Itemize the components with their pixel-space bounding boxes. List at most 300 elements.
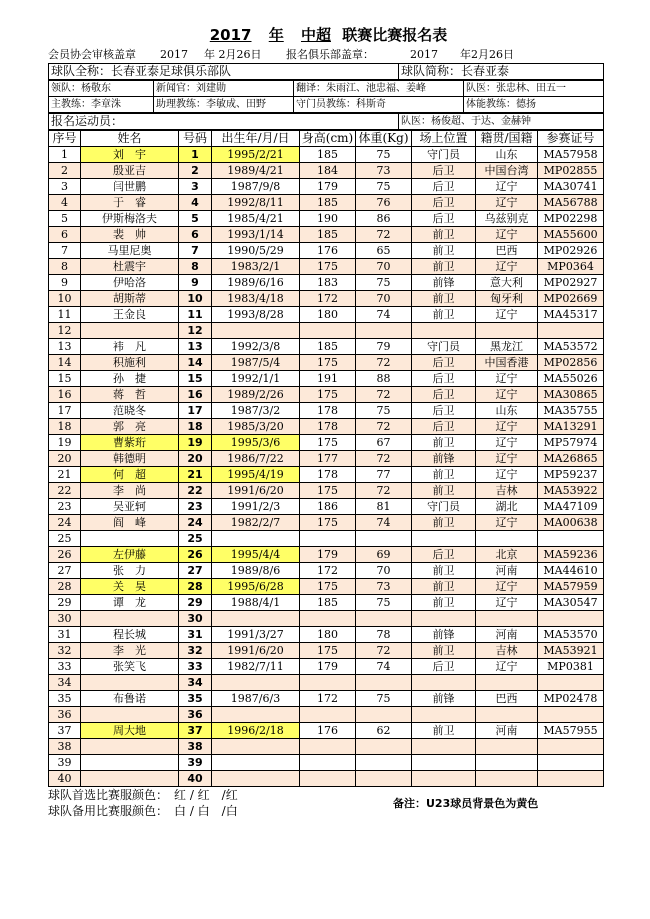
table-row bbox=[49, 483, 604, 499]
origin: 河南 bbox=[476, 723, 538, 739]
player-name bbox=[81, 323, 179, 339]
row-seq: 1 bbox=[49, 147, 81, 163]
row-seq: 37 bbox=[49, 723, 81, 739]
shirt-number: 21 bbox=[179, 467, 212, 483]
row-seq: 35 bbox=[49, 691, 81, 707]
origin: 辽宁 bbox=[476, 451, 538, 467]
weight bbox=[356, 707, 412, 723]
weight: 74 bbox=[356, 515, 412, 531]
table-row bbox=[49, 755, 604, 771]
position: 前卫 bbox=[412, 259, 476, 275]
origin: 乌兹别克 bbox=[476, 211, 538, 227]
shirt-number: 14 bbox=[179, 355, 212, 371]
table-row bbox=[49, 451, 604, 467]
table-row bbox=[49, 739, 604, 755]
row-seq: 18 bbox=[49, 419, 81, 435]
position: 后卫 bbox=[412, 387, 476, 403]
height bbox=[300, 323, 356, 339]
origin: 北京 bbox=[476, 547, 538, 563]
weight: 72 bbox=[356, 355, 412, 371]
shirt-number: 26 bbox=[179, 547, 212, 563]
height: 178 bbox=[300, 467, 356, 483]
weight: 62 bbox=[356, 723, 412, 739]
player-name: 阎 峰 bbox=[81, 515, 179, 531]
row-seq: 32 bbox=[49, 643, 81, 659]
origin bbox=[476, 323, 538, 339]
row-seq: 24 bbox=[49, 515, 81, 531]
position bbox=[412, 707, 476, 723]
position: 前卫 bbox=[412, 227, 476, 243]
player-name: 孙 捷 bbox=[81, 371, 179, 387]
birth-date: 1990/5/29 bbox=[212, 243, 300, 259]
position: 前卫 bbox=[412, 579, 476, 595]
table-row bbox=[49, 707, 604, 723]
position bbox=[412, 755, 476, 771]
birth-date: 1993/1/14 bbox=[212, 227, 300, 243]
birth-date: 1988/4/1 bbox=[212, 595, 300, 611]
shirt-number: 33 bbox=[179, 659, 212, 675]
athletes-staff: 队医：杨俊超、于达、金赫钟 bbox=[399, 114, 604, 130]
certificate-no: MP57974 bbox=[538, 435, 604, 451]
table-row bbox=[49, 771, 604, 787]
birth-date: 1995/2/21 bbox=[212, 147, 300, 163]
position: 前锋 bbox=[412, 691, 476, 707]
shirt-number: 20 bbox=[179, 451, 212, 467]
origin bbox=[476, 771, 538, 787]
shirt-number: 1 bbox=[179, 147, 212, 163]
height: 175 bbox=[300, 579, 356, 595]
position bbox=[412, 739, 476, 755]
table-row bbox=[49, 515, 604, 531]
origin bbox=[476, 755, 538, 771]
shirt-number: 28 bbox=[179, 579, 212, 595]
height: 172 bbox=[300, 291, 356, 307]
height: 190 bbox=[300, 211, 356, 227]
position: 后卫 bbox=[412, 403, 476, 419]
certificate-no bbox=[538, 611, 604, 627]
certificate-no: MA45317 bbox=[538, 307, 604, 323]
certificate-no: MA57958 bbox=[538, 147, 604, 163]
title-year: 2017 bbox=[209, 26, 252, 44]
player-name: 张 力 bbox=[81, 563, 179, 579]
height: 175 bbox=[300, 355, 356, 371]
height: 180 bbox=[300, 627, 356, 643]
weight: 74 bbox=[356, 307, 412, 323]
table-row bbox=[49, 195, 604, 211]
birth-date bbox=[212, 707, 300, 723]
page-title bbox=[48, 24, 603, 46]
origin bbox=[476, 611, 538, 627]
birth-date bbox=[212, 611, 300, 627]
origin: 巴西 bbox=[476, 243, 538, 259]
player-name: 王金良 bbox=[81, 307, 179, 323]
row-seq: 26 bbox=[49, 547, 81, 563]
certificate-no: MA47109 bbox=[538, 499, 604, 515]
player-name: 刘 宇 bbox=[81, 147, 179, 163]
birth-date: 1995/3/6 bbox=[212, 435, 300, 451]
certificate-no: MP02855 bbox=[538, 163, 604, 179]
shirt-number: 34 bbox=[179, 675, 212, 691]
origin: 吉林 bbox=[476, 483, 538, 499]
table-row bbox=[49, 211, 604, 227]
table-row bbox=[49, 307, 604, 323]
table-row bbox=[49, 227, 604, 243]
birth-date: 1987/6/3 bbox=[212, 691, 300, 707]
table-row bbox=[49, 723, 604, 739]
alternate-kit-colors: 球队备用比赛服颜色： 白 / 白 /白 bbox=[48, 804, 238, 818]
position: 后卫 bbox=[412, 355, 476, 371]
shirt-number: 40 bbox=[179, 771, 212, 787]
press-officer: 新闻官：刘建勋 bbox=[154, 81, 294, 97]
player-name: 曹紫珩 bbox=[81, 435, 179, 451]
player-name: 伊斯梅洛夫 bbox=[81, 211, 179, 227]
height: 185 bbox=[300, 595, 356, 611]
origin bbox=[476, 675, 538, 691]
officials-table-1 bbox=[48, 80, 604, 113]
shirt-number: 36 bbox=[179, 707, 212, 723]
height bbox=[300, 531, 356, 547]
height: 176 bbox=[300, 723, 356, 739]
weight: 72 bbox=[356, 483, 412, 499]
birth-date: 1985/3/20 bbox=[212, 419, 300, 435]
certificate-no: MA44610 bbox=[538, 563, 604, 579]
birth-date: 1987/9/8 bbox=[212, 179, 300, 195]
row-seq: 28 bbox=[49, 579, 81, 595]
player-name: 谭 龙 bbox=[81, 595, 179, 611]
height: 175 bbox=[300, 483, 356, 499]
birth-date: 1989/2/26 bbox=[212, 387, 300, 403]
height: 180 bbox=[300, 307, 356, 323]
position: 前卫 bbox=[412, 643, 476, 659]
row-seq: 30 bbox=[49, 611, 81, 627]
height: 178 bbox=[300, 403, 356, 419]
shirt-number: 23 bbox=[179, 499, 212, 515]
players-header-row bbox=[49, 131, 604, 147]
birth-date: 1986/7/22 bbox=[212, 451, 300, 467]
association-seal-date: 年 2月26日 bbox=[204, 48, 262, 61]
certificate-no bbox=[538, 323, 604, 339]
player-name bbox=[81, 755, 179, 771]
player-name: 李 光 bbox=[81, 643, 179, 659]
height: 172 bbox=[300, 691, 356, 707]
birth-date: 1992/8/11 bbox=[212, 195, 300, 211]
weight bbox=[356, 771, 412, 787]
player-name: 周大地 bbox=[81, 723, 179, 739]
origin: 辽宁 bbox=[476, 195, 538, 211]
player-name: 马里尼奥 bbox=[81, 243, 179, 259]
height: 185 bbox=[300, 339, 356, 355]
shirt-number: 2 bbox=[179, 163, 212, 179]
player-name bbox=[81, 531, 179, 547]
row-seq: 5 bbox=[49, 211, 81, 227]
table-row bbox=[49, 499, 604, 515]
height: 175 bbox=[300, 259, 356, 275]
certificate-no: MP02856 bbox=[538, 355, 604, 371]
weight bbox=[356, 611, 412, 627]
table-row bbox=[49, 435, 604, 451]
birth-date: 1995/6/28 bbox=[212, 579, 300, 595]
player-name bbox=[81, 675, 179, 691]
position: 前卫 bbox=[412, 483, 476, 499]
certificate-no: MP02927 bbox=[538, 275, 604, 291]
weight: 72 bbox=[356, 387, 412, 403]
head-coach: 主教练：李章洙 bbox=[49, 97, 154, 113]
title-rest: 联赛比赛报名表 bbox=[342, 26, 448, 44]
origin: 辽宁 bbox=[476, 467, 538, 483]
birth-date: 1989/8/6 bbox=[212, 563, 300, 579]
origin: 辽宁 bbox=[476, 659, 538, 675]
column-header: 场上位置 bbox=[412, 131, 476, 147]
origin bbox=[476, 707, 538, 723]
column-header: 身高(cm) bbox=[300, 131, 356, 147]
position: 前卫 bbox=[412, 563, 476, 579]
table-row bbox=[49, 611, 604, 627]
height: 183 bbox=[300, 275, 356, 291]
certificate-no: MP02478 bbox=[538, 691, 604, 707]
height: 184 bbox=[300, 163, 356, 179]
weight: 75 bbox=[356, 275, 412, 291]
row-seq: 8 bbox=[49, 259, 81, 275]
column-header: 参赛证号 bbox=[538, 131, 604, 147]
row-seq: 4 bbox=[49, 195, 81, 211]
column-header: 号码 bbox=[179, 131, 212, 147]
player-name: 裴 帅 bbox=[81, 227, 179, 243]
row-seq: 17 bbox=[49, 403, 81, 419]
team-doctors: 队医：张忠林、田五一 bbox=[464, 81, 604, 97]
origin: 辽宁 bbox=[476, 371, 538, 387]
assistant-coaches: 助理教练：李敏成、田野 bbox=[154, 97, 294, 113]
shirt-number: 22 bbox=[179, 483, 212, 499]
shirt-number: 35 bbox=[179, 691, 212, 707]
primary-kit-colors: 球队首选比赛服颜色： 红 / 红 /红 bbox=[48, 788, 238, 802]
player-name: 殷亚吉 bbox=[81, 163, 179, 179]
birth-date: 1996/2/18 bbox=[212, 723, 300, 739]
position: 守门员 bbox=[412, 339, 476, 355]
certificate-no: MA55600 bbox=[538, 227, 604, 243]
weight: 73 bbox=[356, 163, 412, 179]
position: 守门员 bbox=[412, 147, 476, 163]
team-short-name: 球队简称：长春亚泰 bbox=[399, 64, 604, 80]
table-row bbox=[49, 275, 604, 291]
certificate-no: MA57959 bbox=[538, 579, 604, 595]
shirt-number: 8 bbox=[179, 259, 212, 275]
certificate-no: MA59236 bbox=[538, 547, 604, 563]
table-row bbox=[49, 403, 604, 419]
table-row bbox=[49, 467, 604, 483]
certificate-no: MP02669 bbox=[538, 291, 604, 307]
weight bbox=[356, 531, 412, 547]
origin: 辽宁 bbox=[476, 227, 538, 243]
weight bbox=[356, 739, 412, 755]
position bbox=[412, 611, 476, 627]
row-seq: 39 bbox=[49, 755, 81, 771]
player-name bbox=[81, 611, 179, 627]
column-header: 籍贯/国籍 bbox=[476, 131, 538, 147]
seal-line bbox=[48, 46, 603, 63]
height bbox=[300, 707, 356, 723]
certificate-no: MP0364 bbox=[538, 259, 604, 275]
table-row bbox=[49, 675, 604, 691]
birth-date: 1992/1/1 bbox=[212, 371, 300, 387]
origin: 山东 bbox=[476, 403, 538, 419]
weight: 70 bbox=[356, 563, 412, 579]
shirt-number: 29 bbox=[179, 595, 212, 611]
weight: 70 bbox=[356, 291, 412, 307]
origin: 辽宁 bbox=[476, 435, 538, 451]
weight: 74 bbox=[356, 659, 412, 675]
position: 前卫 bbox=[412, 435, 476, 451]
club-seal-year: 2017 bbox=[410, 48, 438, 61]
shirt-number: 7 bbox=[179, 243, 212, 259]
header-info-table bbox=[48, 63, 604, 80]
height: 175 bbox=[300, 387, 356, 403]
certificate-no: MA56788 bbox=[538, 195, 604, 211]
athletes-line-table bbox=[48, 113, 604, 130]
row-seq: 23 bbox=[49, 499, 81, 515]
row-seq: 25 bbox=[49, 531, 81, 547]
position: 后卫 bbox=[412, 547, 476, 563]
column-header: 序号 bbox=[49, 131, 81, 147]
birth-date bbox=[212, 739, 300, 755]
weight: 77 bbox=[356, 467, 412, 483]
row-seq: 29 bbox=[49, 595, 81, 611]
row-seq: 38 bbox=[49, 739, 81, 755]
table-row bbox=[49, 531, 604, 547]
weight: 88 bbox=[356, 371, 412, 387]
shirt-number: 10 bbox=[179, 291, 212, 307]
origin: 匈牙利 bbox=[476, 291, 538, 307]
certificate-no bbox=[538, 531, 604, 547]
position: 后卫 bbox=[412, 371, 476, 387]
shirt-number: 37 bbox=[179, 723, 212, 739]
column-header: 出生年/月/日 bbox=[212, 131, 300, 147]
table-row bbox=[49, 179, 604, 195]
certificate-no: MA53572 bbox=[538, 339, 604, 355]
certificate-no: MP02926 bbox=[538, 243, 604, 259]
birth-date: 1983/2/1 bbox=[212, 259, 300, 275]
weight bbox=[356, 323, 412, 339]
origin: 辽宁 bbox=[476, 387, 538, 403]
row-seq: 12 bbox=[49, 323, 81, 339]
table-row bbox=[49, 147, 604, 163]
row-seq: 31 bbox=[49, 627, 81, 643]
birth-date: 1991/3/27 bbox=[212, 627, 300, 643]
weight: 75 bbox=[356, 179, 412, 195]
birth-date: 1985/4/21 bbox=[212, 211, 300, 227]
position: 前卫 bbox=[412, 595, 476, 611]
goalkeeper-coach: 守门员教练：科斯奇 bbox=[294, 97, 464, 113]
player-name: 袆 凡 bbox=[81, 339, 179, 355]
fitness-coach: 体能教练：德扬 bbox=[464, 97, 604, 113]
birth-date: 1987/3/2 bbox=[212, 403, 300, 419]
shirt-number: 3 bbox=[179, 179, 212, 195]
translators: 翻译：朱雨江、池忠福、姜峰 bbox=[294, 81, 464, 97]
position: 后卫 bbox=[412, 163, 476, 179]
certificate-no: MA53570 bbox=[538, 627, 604, 643]
birth-date: 1992/3/8 bbox=[212, 339, 300, 355]
certificate-no bbox=[538, 739, 604, 755]
origin: 山东 bbox=[476, 147, 538, 163]
birth-date bbox=[212, 323, 300, 339]
height bbox=[300, 771, 356, 787]
row-seq: 10 bbox=[49, 291, 81, 307]
shirt-number: 19 bbox=[179, 435, 212, 451]
weight: 81 bbox=[356, 499, 412, 515]
team-leader: 领队：杨敬东 bbox=[49, 81, 154, 97]
origin: 中国台湾 bbox=[476, 163, 538, 179]
certificate-no bbox=[538, 675, 604, 691]
title-league: 中超 bbox=[300, 26, 331, 44]
row-seq: 21 bbox=[49, 467, 81, 483]
position: 后卫 bbox=[412, 211, 476, 227]
table-row bbox=[49, 419, 604, 435]
player-name: 韩德明 bbox=[81, 451, 179, 467]
player-name: 何 超 bbox=[81, 467, 179, 483]
birth-date bbox=[212, 675, 300, 691]
shirt-number: 32 bbox=[179, 643, 212, 659]
player-name: 伊哈洛 bbox=[81, 275, 179, 291]
table-row bbox=[49, 339, 604, 355]
birth-date: 1991/6/20 bbox=[212, 643, 300, 659]
registration-sheet bbox=[48, 24, 603, 827]
weight: 79 bbox=[356, 339, 412, 355]
certificate-no: MA30547 bbox=[538, 595, 604, 611]
weight: 69 bbox=[356, 547, 412, 563]
row-seq: 9 bbox=[49, 275, 81, 291]
weight: 75 bbox=[356, 403, 412, 419]
player-name: 郭 亮 bbox=[81, 419, 179, 435]
shirt-number: 17 bbox=[179, 403, 212, 419]
shirt-number: 24 bbox=[179, 515, 212, 531]
table-row bbox=[49, 291, 604, 307]
height: 177 bbox=[300, 451, 356, 467]
height: 185 bbox=[300, 195, 356, 211]
table-row bbox=[49, 627, 604, 643]
shirt-number: 13 bbox=[179, 339, 212, 355]
birth-date: 1995/4/19 bbox=[212, 467, 300, 483]
weight: 78 bbox=[356, 627, 412, 643]
shirt-number: 38 bbox=[179, 739, 212, 755]
birth-date: 1987/5/4 bbox=[212, 355, 300, 371]
position bbox=[412, 323, 476, 339]
player-name: 张笑飞 bbox=[81, 659, 179, 675]
team-full-name: 球队全称：长春亚泰足球俱乐部队 bbox=[49, 64, 399, 80]
position bbox=[412, 531, 476, 547]
weight: 70 bbox=[356, 259, 412, 275]
row-seq: 20 bbox=[49, 451, 81, 467]
player-name: 程长城 bbox=[81, 627, 179, 643]
row-seq: 36 bbox=[49, 707, 81, 723]
position: 前卫 bbox=[412, 291, 476, 307]
weight: 86 bbox=[356, 211, 412, 227]
player-name: 积施利 bbox=[81, 355, 179, 371]
height: 175 bbox=[300, 435, 356, 451]
position: 后卫 bbox=[412, 419, 476, 435]
association-seal-year: 2017 bbox=[160, 48, 188, 61]
origin: 河南 bbox=[476, 563, 538, 579]
shirt-number: 16 bbox=[179, 387, 212, 403]
u23-note: 备注：U23球员背景色为黄色 bbox=[393, 797, 539, 810]
row-seq: 3 bbox=[49, 179, 81, 195]
height: 178 bbox=[300, 419, 356, 435]
certificate-no bbox=[538, 707, 604, 723]
birth-date: 1982/7/11 bbox=[212, 659, 300, 675]
position: 前卫 bbox=[412, 307, 476, 323]
shirt-number: 12 bbox=[179, 323, 212, 339]
table-row bbox=[49, 323, 604, 339]
weight: 65 bbox=[356, 243, 412, 259]
origin: 中国香港 bbox=[476, 355, 538, 371]
